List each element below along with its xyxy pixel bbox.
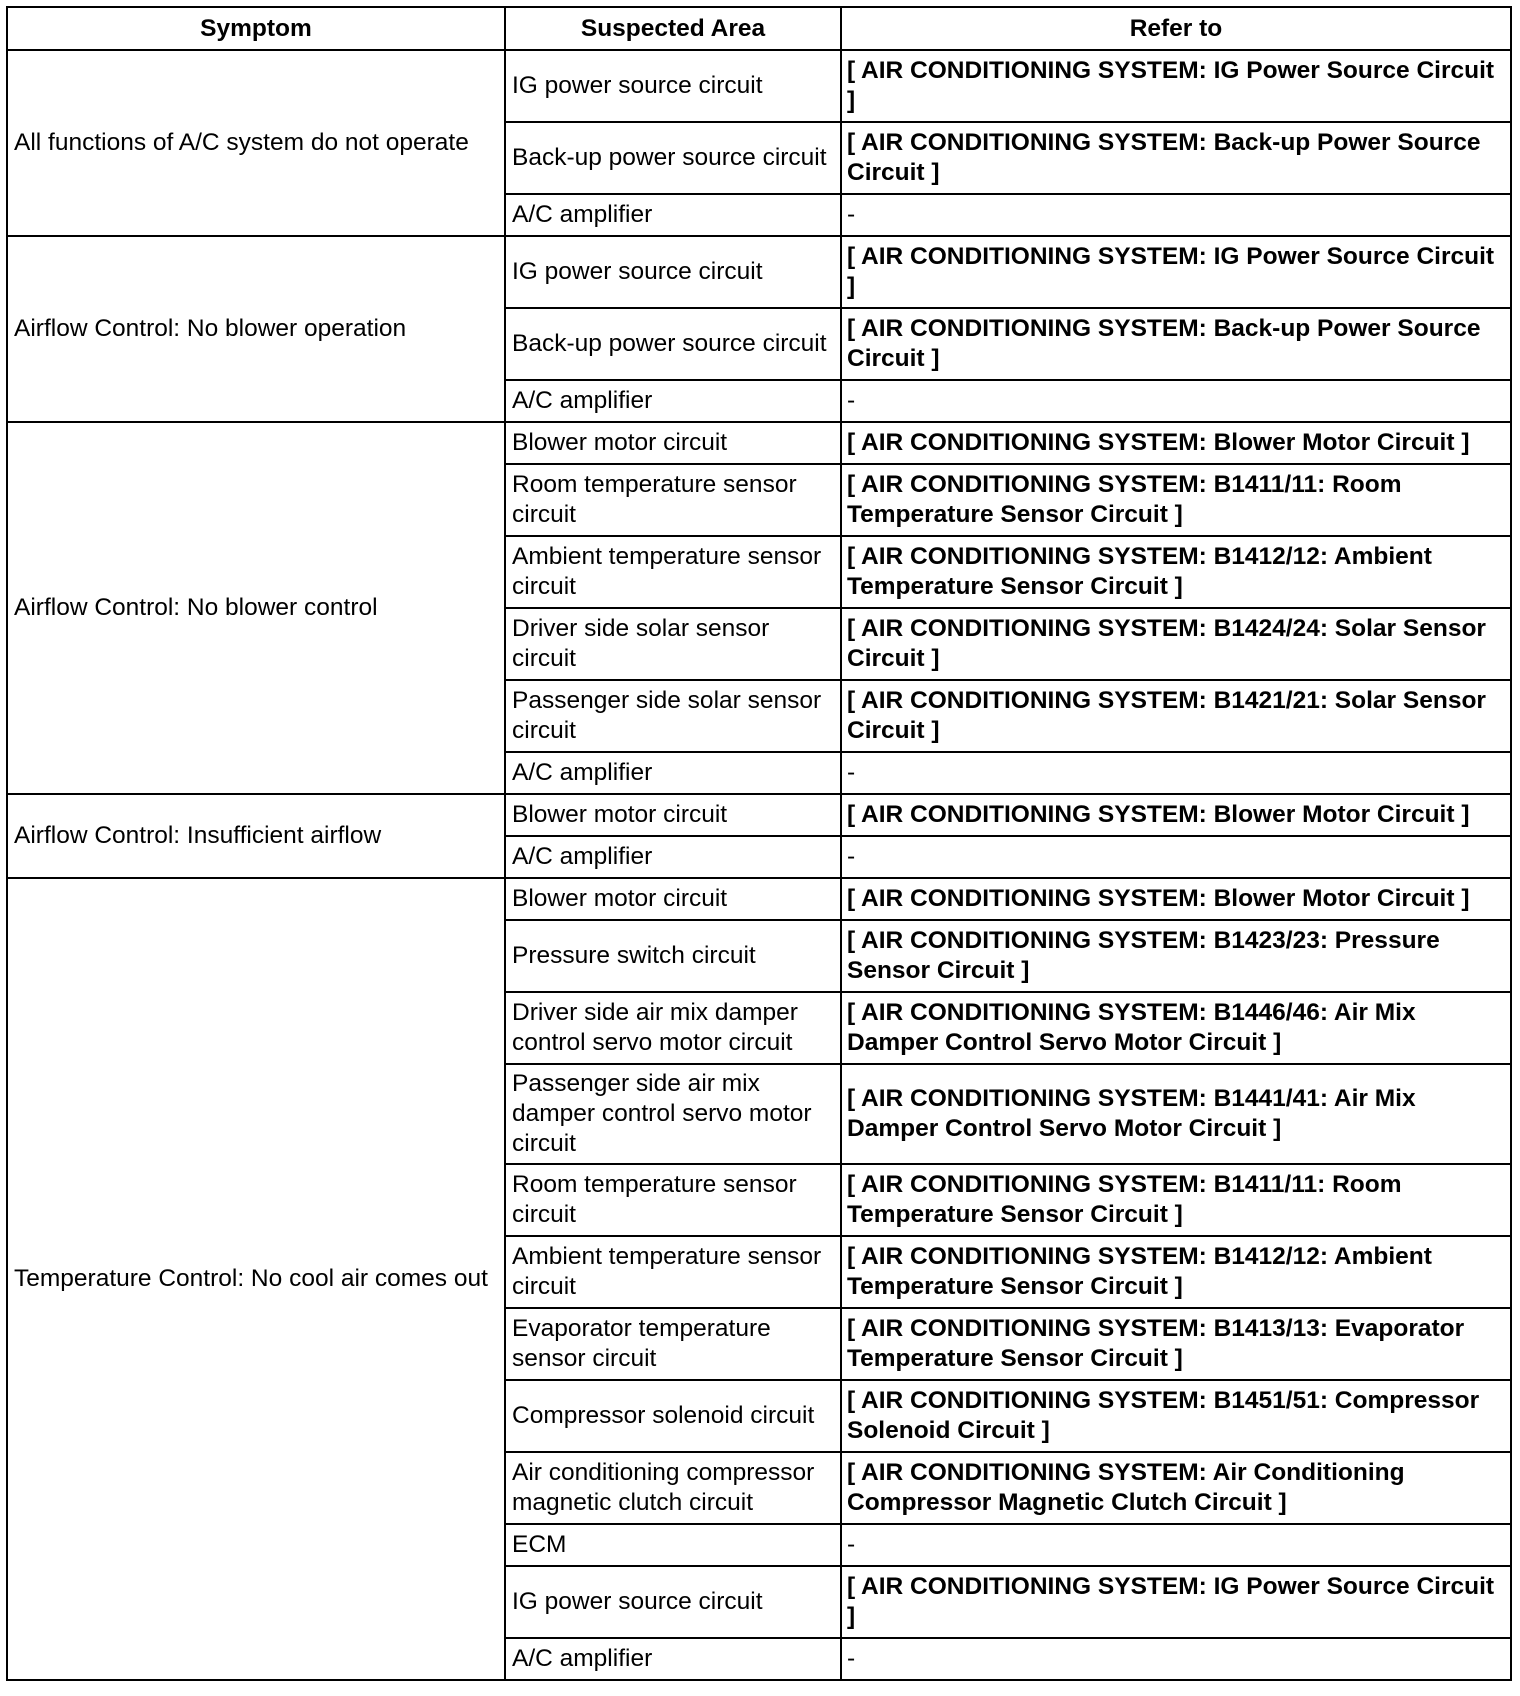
table-row [7, 236, 1511, 308]
suspected-area-cell: A/C amplifier [505, 836, 841, 878]
header-suspected-area: Suspected Area [505, 7, 841, 50]
suspected-area-cell: Passenger side solar sensor circuit [505, 680, 841, 752]
suspected-area-cell: A/C amplifier [505, 752, 841, 794]
refer-to-link[interactable]: [ AIR CONDITIONING SYSTEM: B1412/12: Ambient Temperature Sensor Circuit ] [841, 1236, 1511, 1308]
table-row [7, 422, 1511, 464]
refer-to-link[interactable]: [ AIR CONDITIONING SYSTEM: B1421/21: Solar Sensor Circuit ] [841, 680, 1511, 752]
table-row [7, 50, 1511, 122]
refer-to-link[interactable]: [ AIR CONDITIONING SYSTEM: B1451/51: Compressor Solenoid Circuit ] [841, 1380, 1511, 1452]
refer-to-cell: - [841, 1524, 1511, 1566]
suspected-area-cell: Room temperature sensor circuit [505, 464, 841, 536]
suspected-area-cell: A/C amplifier [505, 1638, 841, 1680]
suspected-area-cell: Back-up power source circuit [505, 122, 841, 194]
refer-to-link[interactable]: [ AIR CONDITIONING SYSTEM: B1411/11: Room Temperature Sensor Circuit ] [841, 464, 1511, 536]
suspected-area-cell: Room temperature sensor circuit [505, 1164, 841, 1236]
refer-to-cell: - [841, 194, 1511, 236]
diagnostic-table [6, 6, 1512, 1681]
refer-to-link[interactable]: [ AIR CONDITIONING SYSTEM: B1424/24: Solar Sensor Circuit ] [841, 608, 1511, 680]
refer-to-link[interactable]: [ AIR CONDITIONING SYSTEM: Back-up Power Source Circuit ] [841, 122, 1511, 194]
refer-to-link[interactable]: [ AIR CONDITIONING SYSTEM: Blower Motor Circuit ] [841, 794, 1511, 836]
suspected-area-cell: Evaporator temperature sensor circuit [505, 1308, 841, 1380]
refer-to-cell: - [841, 380, 1511, 422]
suspected-area-cell: A/C amplifier [505, 194, 841, 236]
symptom-cell: Airflow Control: No blower operation [7, 236, 505, 422]
suspected-area-cell: Driver side solar sensor circuit [505, 608, 841, 680]
suspected-area-cell: A/C amplifier [505, 380, 841, 422]
refer-to-link[interactable]: [ AIR CONDITIONING SYSTEM: IG Power Source Circuit ] [841, 236, 1511, 308]
header-refer-to: Refer to [841, 7, 1511, 50]
table-row [7, 878, 1511, 920]
refer-to-cell: - [841, 1638, 1511, 1680]
suspected-area-cell: Ambient temperature sensor circuit [505, 536, 841, 608]
refer-to-cell: - [841, 752, 1511, 794]
refer-to-cell: - [841, 836, 1511, 878]
suspected-area-cell: Compressor solenoid circuit [505, 1380, 841, 1452]
suspected-area-cell: IG power source circuit [505, 1566, 841, 1638]
header-row [7, 7, 1511, 50]
refer-to-link[interactable]: [ AIR CONDITIONING SYSTEM: Blower Motor Circuit ] [841, 878, 1511, 920]
suspected-area-cell: Blower motor circuit [505, 878, 841, 920]
symptom-cell: Airflow Control: Insufficient airflow [7, 794, 505, 878]
suspected-area-cell: Blower motor circuit [505, 794, 841, 836]
symptom-cell: Temperature Control: No cool air comes out [7, 878, 505, 1680]
refer-to-link[interactable]: [ AIR CONDITIONING SYSTEM: B1423/23: Pressure Sensor Circuit ] [841, 920, 1511, 992]
suspected-area-cell: Ambient temperature sensor circuit [505, 1236, 841, 1308]
refer-to-link[interactable]: [ AIR CONDITIONING SYSTEM: B1411/11: Room Temperature Sensor Circuit ] [841, 1164, 1511, 1236]
suspected-area-cell: Blower motor circuit [505, 422, 841, 464]
refer-to-link[interactable]: [ AIR CONDITIONING SYSTEM: B1441/41: Air Mix Damper Control Servo Motor Circuit ] [841, 1064, 1511, 1164]
refer-to-link[interactable]: [ AIR CONDITIONING SYSTEM: B1413/13: Evaporator Temperature Sensor Circuit ] [841, 1308, 1511, 1380]
table-row [7, 794, 1511, 836]
refer-to-link[interactable]: [ AIR CONDITIONING SYSTEM: IG Power Source Circuit ] [841, 1566, 1511, 1638]
suspected-area-cell: Driver side air mix damper control servo motor circuit [505, 992, 841, 1064]
suspected-area-cell: Passenger side air mix damper control servo motor circuit [505, 1064, 841, 1164]
suspected-area-cell: Pressure switch circuit [505, 920, 841, 992]
refer-to-link[interactable]: [ AIR CONDITIONING SYSTEM: IG Power Source Circuit ] [841, 50, 1511, 122]
header-symptom: Symptom [7, 7, 505, 50]
refer-to-link[interactable]: [ AIR CONDITIONING SYSTEM: Back-up Power Source Circuit ] [841, 308, 1511, 380]
refer-to-link[interactable]: [ AIR CONDITIONING SYSTEM: B1412/12: Ambient Temperature Sensor Circuit ] [841, 536, 1511, 608]
symptom-cell: All functions of A/C system do not operate [7, 50, 505, 236]
suspected-area-cell: ECM [505, 1524, 841, 1566]
refer-to-link[interactable]: [ AIR CONDITIONING SYSTEM: B1446/46: Air Mix Damper Control Servo Motor Circuit ] [841, 992, 1511, 1064]
suspected-area-cell: Back-up power source circuit [505, 308, 841, 380]
refer-to-link[interactable]: [ AIR CONDITIONING SYSTEM: Blower Motor Circuit ] [841, 422, 1511, 464]
refer-to-link[interactable]: [ AIR CONDITIONING SYSTEM: Air Conditioning Compressor Magnetic Clutch Circuit ] [841, 1452, 1511, 1524]
suspected-area-cell: IG power source circuit [505, 50, 841, 122]
suspected-area-cell: Air conditioning compressor magnetic clutch circuit [505, 1452, 841, 1524]
symptom-cell: Airflow Control: No blower control [7, 422, 505, 794]
suspected-area-cell: IG power source circuit [505, 236, 841, 308]
